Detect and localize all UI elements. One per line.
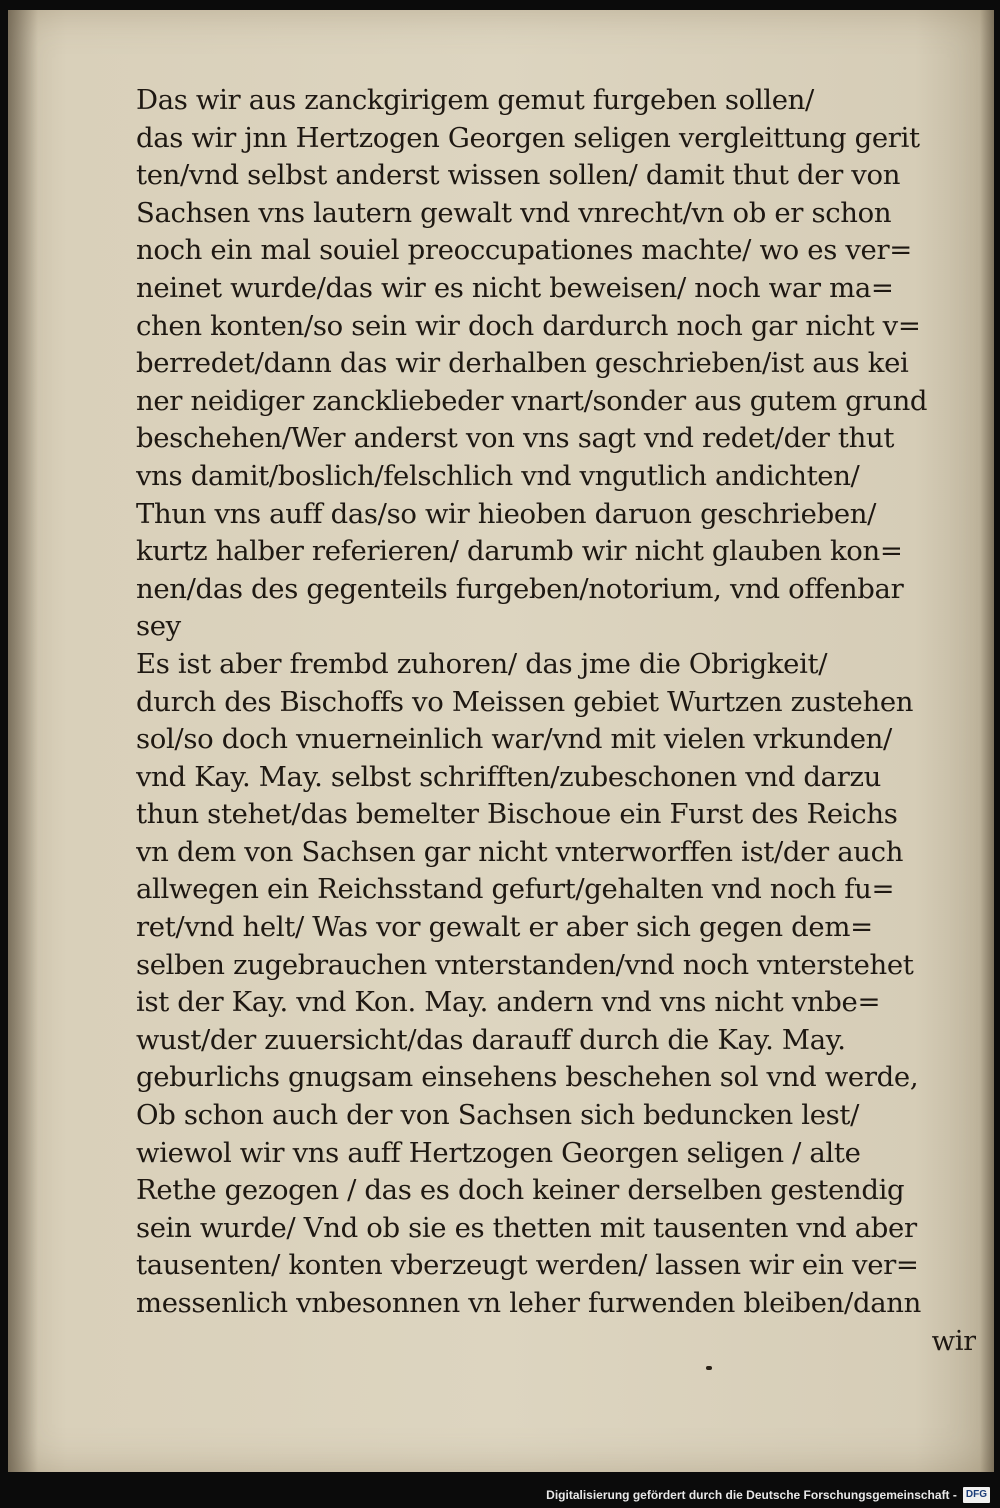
text-line: wust/der zuuersicht/das darauff durch die Kay. May. (136, 1023, 846, 1056)
page-gutter-shadow (8, 10, 38, 1472)
footer-credit: Digitalisierung gefördert durch die Deutsche Forschungsgemeinschaft - (546, 1488, 957, 1502)
text-line: Rethe gezogen / das es doch keiner derselben gestendig (136, 1174, 905, 1207)
text-line: ten/vnd selbst anderst wissen sollen/ damit thut der von (136, 159, 901, 192)
text-line: allwegen ein Reichsstand gefurt/gehalten vnd noch fu= (136, 873, 895, 906)
page-edge-shadow (980, 10, 994, 1472)
text-line: selben zugebrauchen vnterstanden/vnd noch vnterstehet (136, 948, 914, 981)
text-line: vn dem von Sachsen gar nicht vnterworffen ist/der auch (136, 835, 904, 868)
text-line: ret/vnd helt/ Was vor gewalt er aber sich gegen dem= (136, 911, 873, 944)
text-line: kurtz halber referieren/ darumb wir nicht glauben kon= (136, 535, 903, 568)
text-line: wiewol wir vns auff Hertzogen Georgen seligen / alte (136, 1136, 861, 1169)
book-page (8, 10, 994, 1472)
text-line: Es ist aber frembd zuhoren/ das jme die Obrigkeit/ (136, 647, 828, 680)
text-line: sol/so doch vnuerneinlich war/vnd mit vielen vrkunden/ (136, 723, 892, 756)
body-text (136, 82, 976, 1360)
text-line: neinet wurde/das wir es nicht beweisen/ noch war ma= (136, 271, 894, 304)
text-line: beschehen/Wer anderst von vns sagt vnd redet/der thut (136, 422, 895, 455)
text-line: das wir jnn Hertzogen Georgen seligen vergleittung gerit (136, 121, 920, 154)
text-line: durch des Bischoffs vo Meissen gebiet Wurtzen zustehen (136, 685, 914, 718)
text-line: ner neidiger zanckliebeder vnart/sonder aus gutem grund (136, 384, 928, 417)
text-line: thun stehet/das bemelter Bischoue ein Furst des Reichs (136, 798, 898, 831)
catchword: wir (931, 1324, 976, 1357)
text-line: chen konten/so sein wir doch dardurch noch gar nicht v= (136, 309, 921, 342)
digitization-footer (546, 1484, 990, 1506)
text-line: berredet/dann das wir derhalben geschrieben/ist aus kei (136, 347, 909, 380)
text-line: Ob schon auch der von Sachsen sich beduncken lest/ (136, 1099, 860, 1132)
text-line: nen/das des gegenteils furgeben/notorium, vnd offenbar (136, 572, 904, 605)
dfg-logo: DFG (963, 1487, 990, 1503)
text-line: Das wir aus zanckgirigem gemut furgeben sollen/ (136, 84, 814, 116)
text-line: noch ein mal souiel preoccupationes machte/ wo es ver= (136, 234, 912, 267)
text-line: vns damit/boslich/felschlich vnd vngutlich andichten/ (136, 459, 860, 492)
text-line: messenlich vnbesonnen vn leher furwenden bleiben/dann (136, 1287, 921, 1319)
text-line: sey (136, 610, 181, 643)
text-line: sein wurde/ Vnd ob sie es thetten mit tausenten vnd aber (136, 1211, 917, 1244)
text-line: Sachsen vns lautern gewalt vnd vnrecht/vn ob er schon (136, 196, 892, 229)
text-line: Thun vns auff das/so wir hieoben daruon geschrieben/ (136, 497, 877, 530)
ink-speck (706, 1366, 712, 1370)
text-line: geburlichs gnugsam einsehens beschehen sol vnd werde, (136, 1061, 919, 1094)
text-line: ist der Kay. vnd Kon. May. andern vnd vns nicht vnbe= (136, 986, 881, 1019)
text-line: tausenten/ konten vberzeugt werden/ lassen wir ein ver= (136, 1249, 919, 1282)
text-line: vnd Kay. May. selbst schrifften/zubeschonen vnd darzu (136, 760, 882, 793)
